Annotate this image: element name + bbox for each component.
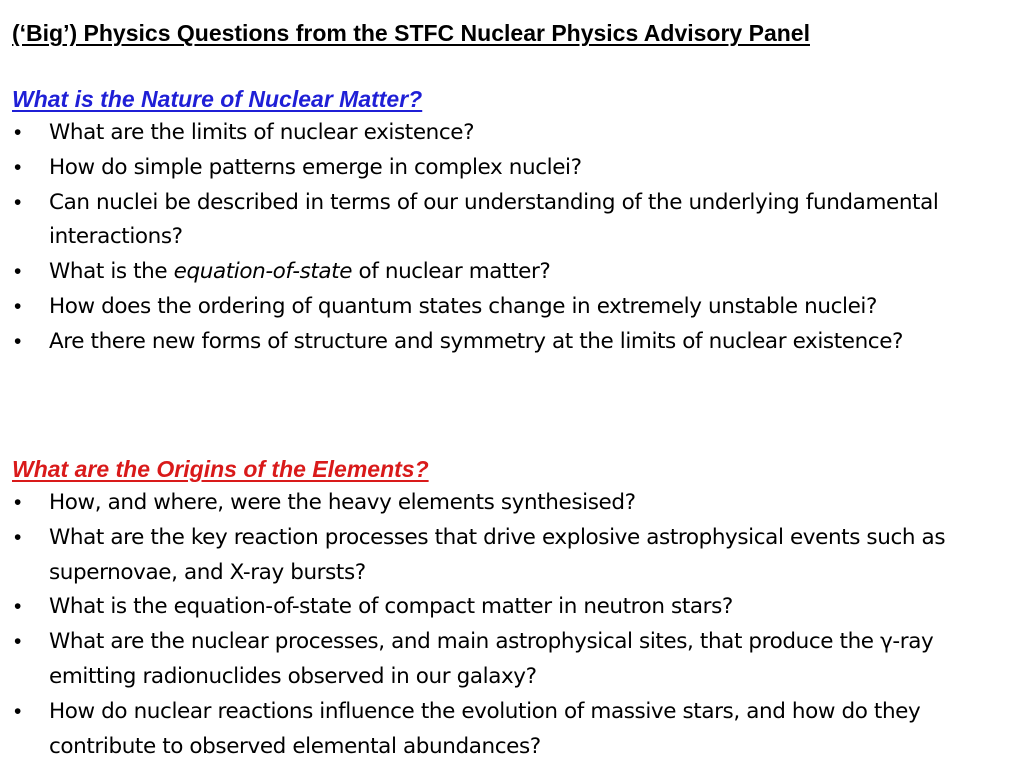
- item-text: What are the nuclear processes, and main astrophysical sites, that produce the γ-ray emitting radionuclides observed in our galaxy?: [49, 629, 934, 689]
- item-text-post: of nuclear matter?: [352, 259, 551, 285]
- list-item: [0, 695, 1020, 765]
- item-text: How does the ordering of quantum states change in extremely unstable nuclei?: [49, 293, 877, 319]
- bullet-icon: •: [14, 595, 21, 619]
- item-text: How, and where, were the heavy elements synthesised?: [49, 490, 636, 515]
- bullet-icon: •: [14, 699, 21, 723]
- item-text: What is the equation-of-state of compact matter in neutron stars?: [49, 594, 733, 620]
- bullet-icon: •: [14, 260, 21, 284]
- item-text: Can nuclei be described in terms of our understanding of the underlying fundamental interactions?: [49, 189, 939, 250]
- page-title: (‘Big’) Physics Questions from the STFC Nuclear Physics Advisory Panel: [12, 20, 810, 46]
- bullet-icon: •: [14, 525, 21, 549]
- section-heading-origins-of-elements: What are the Origins of the Elements?: [12, 456, 429, 482]
- list-item: [0, 486, 1020, 521]
- list-item: [0, 290, 1020, 325]
- question-list-origins-of-elements: [0, 486, 1020, 764]
- section-heading-nuclear-matter: What is the Nature of Nuclear Matter?: [12, 86, 423, 112]
- list-item: [0, 116, 1020, 151]
- list-item: [0, 186, 1020, 256]
- item-text: What are the key reaction processes that drive explosive astrophysical events such as supernovae, and X-ray bursts?: [49, 524, 946, 585]
- bullet-icon: •: [14, 155, 21, 179]
- item-text: Are there new forms of structure and symmetry at the limits of nuclear existence?: [49, 328, 904, 354]
- question-list-nuclear-matter: [0, 116, 1020, 360]
- item-text-emphasis: equation-of-state: [173, 259, 353, 285]
- bullet-icon: •: [14, 491, 21, 514]
- bullet-icon: •: [14, 190, 21, 214]
- list-item: [0, 151, 1020, 186]
- list-item: [0, 325, 1020, 360]
- list-item: [0, 625, 1020, 695]
- item-text: How do simple patterns emerge in complex nuclei?: [49, 154, 582, 180]
- list-item: [0, 521, 1020, 591]
- list-item: [0, 255, 1020, 290]
- bullet-icon: •: [14, 630, 21, 654]
- bullet-icon: •: [14, 294, 21, 318]
- list-item: [0, 590, 1020, 625]
- item-text: How do nuclear reactions influence the evolution of massive stars, and how do they contribute to observed elemental abundances?: [49, 698, 921, 759]
- bullet-icon: •: [14, 121, 21, 144]
- bullet-icon: •: [14, 329, 21, 353]
- item-text: What are the limits of nuclear existence?: [49, 120, 475, 145]
- item-text-pre: What is the: [49, 259, 174, 285]
